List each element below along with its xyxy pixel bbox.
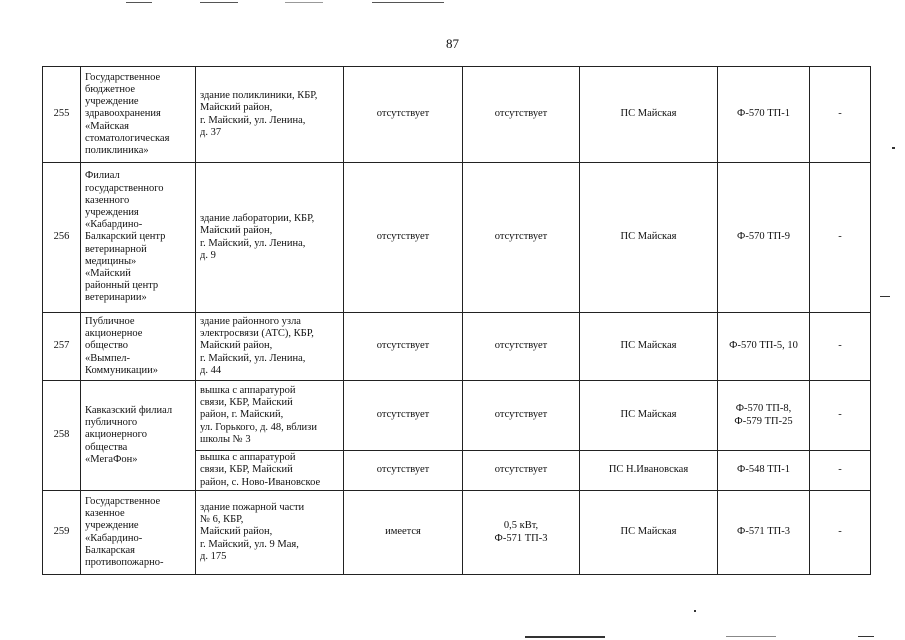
feeder-cell: Ф-570 ТП-1 <box>718 67 810 163</box>
column-5-cell: отсутствует <box>463 67 580 163</box>
last-cell: - <box>810 381 871 451</box>
organization-cell: Публичное акционерное общество «Вымпел- Коммуникации» <box>81 313 196 381</box>
row-number: 259 <box>43 491 81 575</box>
last-cell: - <box>810 67 871 163</box>
feeder-cell: Ф-548 ТП-1 <box>718 451 810 491</box>
table-row <box>43 313 871 381</box>
organization-cell: Филиал государственного казенного учреждения «Кабардино- Балкарский центр ветеринарной медицины» «Майский районный центр ветеринарии» <box>81 163 196 313</box>
row-number: 258 <box>43 381 81 491</box>
object-cell: здание пожарной части № 6, КБР, Майский район, г. Майский, ул. 9 Мая, д. 175 <box>196 491 344 575</box>
last-cell: - <box>810 163 871 313</box>
row-number: 255 <box>43 67 81 163</box>
scan-speck <box>892 147 895 149</box>
scan-mark <box>726 636 776 637</box>
table-row <box>43 381 871 451</box>
organization-cell: Кавказский филиал публичного акционерного общества «МегаФон» <box>81 381 196 491</box>
substation-cell: ПС Майская <box>580 163 718 313</box>
substation-cell: ПС Майская <box>580 67 718 163</box>
organization-cell: Государственное бюджетное учреждение здравоохранения «Майская стоматологическая поликлиника» <box>81 67 196 163</box>
last-cell: - <box>810 313 871 381</box>
last-cell: - <box>810 491 871 575</box>
substation-cell: ПС Майская <box>580 491 718 575</box>
object-cell: здание районного узла электросвязи (АТС), КБР, Майский район, г. Майский, ул. Ленина, д. 44 <box>196 313 344 381</box>
feeder-cell: Ф-570 ТП-9 <box>718 163 810 313</box>
scan-mark <box>200 2 238 3</box>
feeder-cell: Ф-570 ТП-5, 10 <box>718 313 810 381</box>
scan-speck <box>880 296 890 297</box>
substation-cell: ПС Н.Ивановская <box>580 451 718 491</box>
data-table <box>42 66 871 575</box>
column-4-cell: отсутствует <box>344 163 463 313</box>
organization-cell: Государственное казенное учреждение «Кабардино- Балкарская противопожарно- <box>81 491 196 575</box>
column-5-cell: отсутствует <box>463 163 580 313</box>
column-4-cell: отсутствует <box>344 381 463 451</box>
row-number: 256 <box>43 163 81 313</box>
scan-speck <box>694 610 696 612</box>
column-4-cell: отсутствует <box>344 313 463 381</box>
row-number: 257 <box>43 313 81 381</box>
last-cell: - <box>810 451 871 491</box>
substation-cell: ПС Майская <box>580 381 718 451</box>
object-cell: вышка с аппаратурой связи, КБР, Майский район, г. Майский, ул. Горького, д. 48, вблизи школы № 3 <box>196 381 344 451</box>
scan-mark <box>372 2 444 3</box>
table-row <box>43 491 871 575</box>
scan-mark <box>858 636 874 637</box>
column-5-cell: 0,5 кВт, Ф-571 ТП-3 <box>463 491 580 575</box>
column-4-cell: отсутствует <box>344 67 463 163</box>
scan-mark <box>525 636 605 638</box>
scan-mark <box>285 2 323 3</box>
column-5-cell: отсутствует <box>463 313 580 381</box>
column-4-cell: отсутствует <box>344 451 463 491</box>
column-5-cell: отсутствует <box>463 381 580 451</box>
object-cell: здание лаборатории, КБР, Майский район, г. Майский, ул. Ленина, д. 9 <box>196 163 344 313</box>
feeder-cell: Ф-570 ТП-8, Ф-579 ТП-25 <box>718 381 810 451</box>
substation-cell: ПС Майская <box>580 313 718 381</box>
object-cell: вышка с аппаратурой связи, КБР, Майский район, с. Ново-Ивановское <box>196 451 344 491</box>
column-5-cell: отсутствует <box>463 451 580 491</box>
scan-mark <box>126 2 152 3</box>
column-4-cell: имеется <box>344 491 463 575</box>
table-row <box>43 163 871 313</box>
table-row <box>43 67 871 163</box>
feeder-cell: Ф-571 ТП-3 <box>718 491 810 575</box>
object-cell: здание поликлиники, КБР, Майский район, г. Майский, ул. Ленина, д. 37 <box>196 67 344 163</box>
page-number: 87 <box>446 36 459 51</box>
